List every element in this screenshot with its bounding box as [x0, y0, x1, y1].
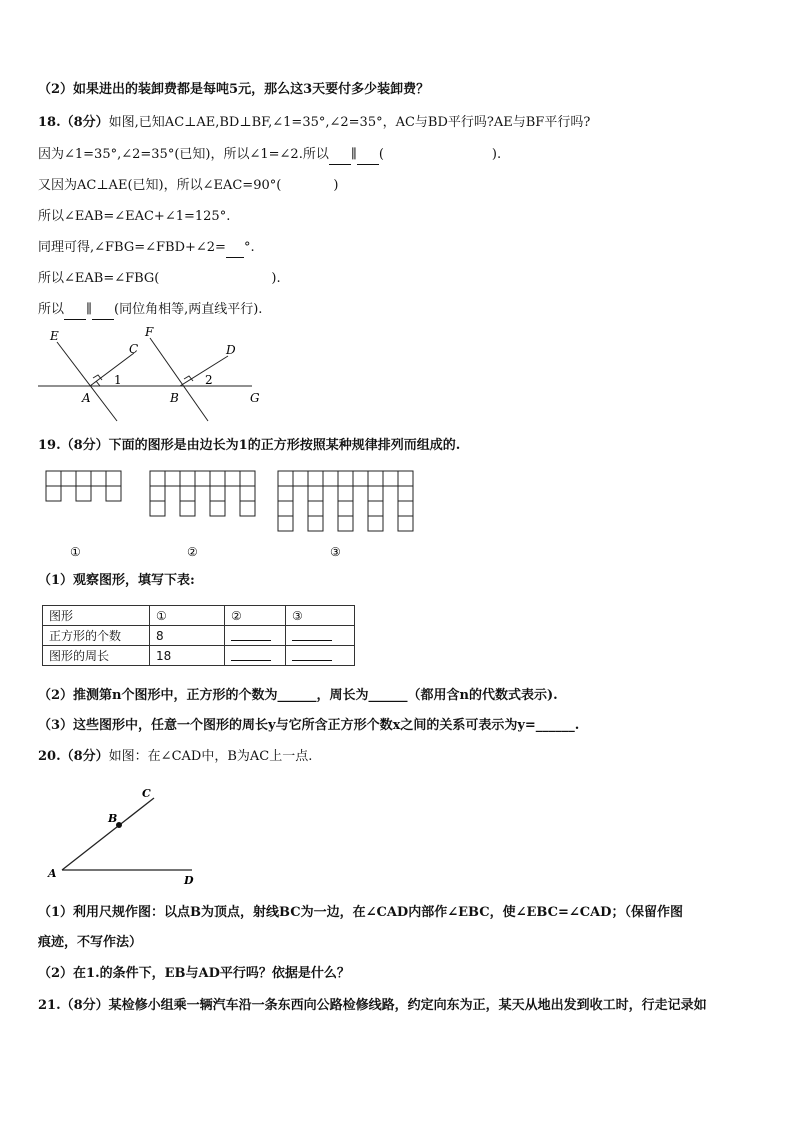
- unit-square: [165, 471, 180, 486]
- unit-square: [46, 471, 61, 486]
- unit-square: [338, 516, 353, 531]
- unit-square: [225, 471, 240, 486]
- table-row: [43, 626, 355, 646]
- unit-square: [368, 486, 383, 501]
- q20-heading: 20.（8分）如图：在∠CAD中，B为AC上一点.: [38, 749, 313, 764]
- label-G: G: [250, 391, 260, 405]
- unit-square: [398, 501, 413, 516]
- row-label-perimeter: 图形的周长: [43, 646, 150, 666]
- unit-square: [368, 516, 383, 531]
- table-header-cell: 图形: [43, 606, 150, 626]
- label-angle2: 2: [205, 373, 213, 387]
- cell-perimeter-2[interactable]: [225, 646, 286, 666]
- answer-blank[interactable]: [92, 305, 114, 320]
- cell-count-1: 8: [150, 626, 225, 646]
- unit-square: [398, 471, 413, 486]
- q20-part1-cont: 痕迹，不写作法）: [38, 935, 143, 950]
- unit-square: [398, 516, 413, 531]
- q19-part1: （1）观察图形，填写下表:: [38, 573, 195, 588]
- unit-square: [278, 516, 293, 531]
- unit-square: [150, 471, 165, 486]
- unit-square: [308, 501, 323, 516]
- unit-square: [150, 486, 165, 501]
- q19-table: [42, 605, 355, 666]
- q21-heading: 21.（8分）某检修小组乘一辆汽车沿一条东西向公路检修线路，约定向东为正，某天从地出发到收工时，行走记录如: [38, 998, 707, 1013]
- unit-square: [210, 501, 225, 516]
- figure-label-3: ③: [330, 545, 341, 559]
- q20-figure: [44, 784, 214, 888]
- q18-line2: 又因为AC⊥AE(已知)，所以∠EAC=90°( ): [38, 178, 339, 193]
- unit-square: [338, 486, 353, 501]
- table-row: [43, 606, 355, 626]
- unit-square: [106, 486, 121, 501]
- q18-line1: 因为∠1=35°,∠2=35°(已知)，所以∠1=∠2.所以 ∥ ( ).: [38, 145, 501, 165]
- label-D: D: [226, 343, 236, 357]
- q18-line4: 同理可得,∠FBG=∠FBD+∠2= °.: [38, 238, 255, 258]
- unit-square: [368, 501, 383, 516]
- unit-square: [278, 501, 293, 516]
- table-header-cell: ①: [150, 606, 225, 626]
- row-label-count: 正方形的个数: [43, 626, 150, 646]
- answer-blank[interactable]: [64, 305, 86, 320]
- label-A: A: [48, 867, 57, 880]
- unit-square: [308, 471, 323, 486]
- unit-square: [210, 471, 225, 486]
- q20-part1: （1）利用尺规作图：以点B为顶点，射线BC为一边，在∠CAD内部作∠EBC，使∠EBC=∠CAD；（保留作图: [38, 905, 683, 920]
- unit-square: [240, 486, 255, 501]
- unit-square: [46, 486, 61, 501]
- unit-square: [368, 471, 383, 486]
- figure-label-2: ②: [187, 545, 198, 559]
- label-B: B: [108, 812, 118, 825]
- q18-figure: [30, 322, 270, 412]
- label-C: C: [142, 787, 151, 800]
- q18-line5: 所以∠EAB=∠FBG( ).: [38, 271, 281, 286]
- line-BF: [150, 338, 208, 421]
- unit-square: [61, 471, 76, 486]
- unit-square: [76, 486, 91, 501]
- unit-square: [278, 486, 293, 501]
- label-E: E: [50, 329, 59, 343]
- unit-square: [308, 486, 323, 501]
- q18-line3: 所以∠EAB=∠EAC+∠1=125°.: [38, 209, 231, 224]
- cell-count-2[interactable]: [225, 626, 286, 646]
- q19-part2: （2）推测第n个图形中，正方形的个数为______，周长为______（都用含n的代数式表示).: [38, 688, 558, 703]
- answer-blank[interactable]: [357, 150, 379, 165]
- answer-blank[interactable]: [226, 243, 244, 258]
- ray-AC: [62, 798, 154, 870]
- unit-square: [398, 486, 413, 501]
- cell-perimeter-1: 18: [150, 646, 225, 666]
- unit-square: [308, 516, 323, 531]
- unit-square: [353, 471, 368, 486]
- right-angle-A: [96, 381, 100, 386]
- q18-heading: 18.（8分）如图,已知AC⊥AE,BD⊥BF,∠1=35°,∠2=35°，AC与BD平行吗?AE与BF平行吗?: [38, 115, 591, 130]
- unit-square: [210, 486, 225, 501]
- unit-square: [180, 501, 195, 516]
- unit-square: [240, 501, 255, 516]
- label-angle1: 1: [114, 373, 122, 387]
- unit-square: [240, 471, 255, 486]
- q20-part2: （2）在1.的条件下，EB与AD平行吗？依据是什么？: [38, 966, 350, 981]
- q19-part3: （3）这些图形中，任意一个图形的周长y与它所含正方形个数x之间的关系可表示为y=______.: [38, 718, 580, 733]
- label-C: C: [129, 342, 139, 356]
- cell-count-3[interactable]: [286, 626, 355, 646]
- unit-square: [338, 471, 353, 486]
- unit-square: [76, 471, 91, 486]
- label-D: D: [184, 874, 194, 887]
- line-AE: [57, 342, 117, 421]
- unit-square: [150, 501, 165, 516]
- unit-square: [91, 471, 106, 486]
- figure-label-1: ①: [70, 545, 81, 559]
- q18-line6: 所以 ∥ (同位角相等,两直线平行).: [38, 300, 262, 320]
- cell-perimeter-3[interactable]: [286, 646, 355, 666]
- unit-square: [180, 486, 195, 501]
- answer-blank[interactable]: [329, 150, 351, 165]
- label-A: A: [82, 391, 91, 405]
- unit-square: [106, 471, 121, 486]
- unit-square: [293, 471, 308, 486]
- unit-square: [195, 471, 210, 486]
- table-row: [43, 646, 355, 666]
- q17-part2: （2）如果进出的装卸费都是每吨5元，那么这3天要付多少装卸费？: [38, 82, 430, 97]
- unit-square: [323, 471, 338, 486]
- q19-figures: [40, 468, 420, 560]
- unit-square: [383, 471, 398, 486]
- unit-square: [278, 471, 293, 486]
- unit-square: [338, 501, 353, 516]
- q19-heading: 19.（8分）下面的图形是由边长为1的正方形按照某种规律排列而组成的.: [38, 438, 461, 453]
- line-BD: [180, 356, 228, 386]
- table-header-cell: ③: [286, 606, 355, 626]
- label-B: B: [170, 391, 179, 405]
- unit-square: [180, 471, 195, 486]
- label-F: F: [145, 325, 154, 339]
- table-header-cell: ②: [225, 606, 286, 626]
